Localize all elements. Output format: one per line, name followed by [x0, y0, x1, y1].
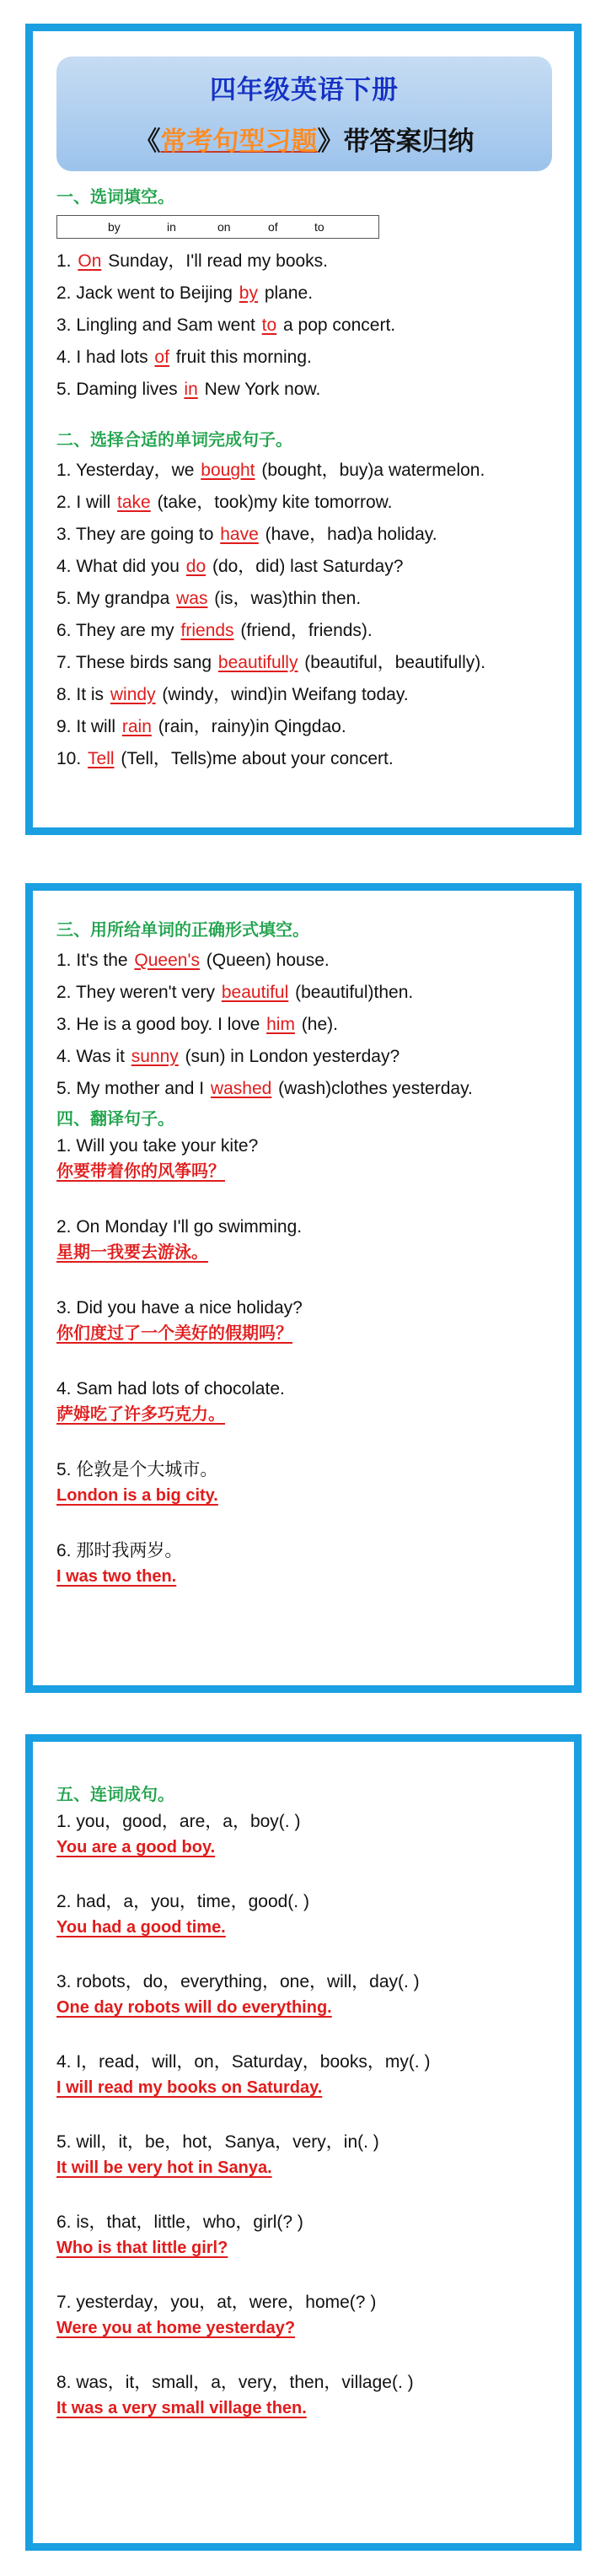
question-number: 5.	[56, 380, 77, 399]
question-number: 1.	[56, 951, 77, 970]
question-text: 4. I，read，will，on，Saturday，books，my(. )	[56, 2052, 431, 2072]
question-number: 7.	[56, 653, 76, 672]
question-text-before: My grandpa	[76, 589, 175, 608]
question-text-after: (Tell，Tells)me about your concert.	[115, 749, 394, 768]
card-1	[25, 24, 582, 835]
answer-text: windy	[110, 685, 156, 704]
question-text: 6. 那时我两岁。	[56, 1541, 183, 1560]
question-text-before: They are my	[75, 621, 180, 640]
section-4	[56, 1105, 571, 1619]
section-1	[56, 183, 571, 406]
word-bank	[56, 215, 379, 239]
word-bank-item: by	[108, 220, 121, 234]
qa-item	[56, 1889, 571, 1970]
question-number: 4.	[56, 348, 77, 367]
answer-text: 你要带着你的风筝吗？	[56, 1162, 225, 1181]
question-text-before: I had lots	[76, 348, 153, 367]
question-line	[56, 945, 571, 977]
question-text-after: (wash)clothes yesterday.	[273, 1079, 473, 1098]
question-text-after: (do，did) last Saturday?	[207, 557, 404, 576]
question-line	[56, 245, 571, 278]
question-text-before: They weren't very	[75, 983, 220, 1002]
word-bank-item: of	[268, 220, 278, 234]
answer-text: take	[117, 493, 151, 512]
question-text-before: They are going to	[75, 525, 219, 544]
question-text-after: (he).	[296, 1015, 338, 1034]
question-line	[56, 1041, 571, 1073]
section-3-title: 三、用所给单词的正确形式填空。	[56, 921, 309, 940]
question-text-before: I will	[76, 493, 116, 512]
answer-text: of	[154, 348, 169, 367]
question-text: 6. is，that，little，who，girl(? )	[56, 2212, 303, 2232]
subtitle-highlight: 常考句型习题	[160, 127, 318, 156]
answer-text: bought	[201, 461, 255, 480]
answer-text: London is a big city.	[56, 1486, 218, 1505]
question-line	[56, 278, 571, 310]
question-text-before: It's the	[76, 951, 133, 970]
page-title: 四年级英语下册	[210, 75, 399, 105]
question-text-after: (beautiful，beautifully).	[299, 653, 486, 672]
question-number: 3.	[56, 315, 77, 335]
question-text-before: What did you	[76, 557, 185, 576]
answer-text: You are a good boy.	[56, 1838, 216, 1857]
question-number: 1.	[56, 251, 77, 271]
section-5-list	[56, 1809, 571, 2450]
question-text: 7. yesterday，you，at，were，home(? )	[56, 2293, 377, 2312]
answer-text: 你们度过了一个美好的假期吗？	[56, 1324, 292, 1343]
qa-item	[56, 1377, 571, 1458]
section-2	[56, 426, 571, 775]
section-4-list	[56, 1134, 571, 1619]
question-text-after: (rain，rainy)in Qingdao.	[153, 717, 346, 736]
question-line	[56, 711, 571, 743]
question-number: 4.	[56, 557, 77, 576]
question-number: 5.	[56, 1079, 77, 1098]
question-text: 4. Sam had lots of chocolate.	[56, 1379, 285, 1398]
answer-text: Queen's	[134, 951, 200, 970]
question-text-before: Daming lives	[76, 380, 183, 399]
question-line	[56, 583, 571, 615]
qa-item	[56, 2290, 571, 2370]
answer-text: You had a good time.	[56, 1918, 226, 1937]
question-text: 2. had，a，you，time，good(. )	[56, 1892, 309, 1911]
answer-text: to	[261, 315, 277, 335]
section-5	[56, 1781, 571, 2450]
question-text: 5. 伦敦是个大城市。	[56, 1460, 218, 1479]
qa-item	[56, 1215, 571, 1296]
question-text-before: My mother and I	[76, 1079, 209, 1098]
question-line	[56, 310, 571, 342]
answer-text: It was a very small village then.	[56, 2399, 307, 2417]
question-text: 8. was，it，small，a，very，then，village(. )	[56, 2373, 414, 2392]
card-2	[25, 883, 582, 1693]
question-line	[56, 1009, 571, 1041]
answer-text: sunny	[131, 1047, 179, 1066]
answer-text: him	[266, 1015, 295, 1034]
answer-text: by	[239, 283, 258, 303]
answer-text: Who is that little girl?	[56, 2239, 228, 2257]
page-subtitle: 《常考句型习题》带答案归纳	[134, 127, 475, 156]
question-line	[56, 487, 571, 519]
qa-item	[56, 2370, 571, 2450]
answer-text: On	[78, 251, 102, 271]
qa-item	[56, 2130, 571, 2210]
qa-item	[56, 1134, 571, 1215]
question-text-after: (windy，wind)in Weifang today.	[157, 685, 409, 704]
question-text-before: It is	[76, 685, 109, 704]
section-3	[56, 916, 571, 1105]
question-text-after: (friend，friends).	[235, 621, 373, 640]
qa-item	[56, 1539, 571, 1619]
question-number: 1.	[56, 461, 76, 480]
question-line	[56, 679, 571, 711]
question-line	[56, 615, 571, 647]
qa-item	[56, 1809, 571, 1889]
qa-item	[56, 1296, 571, 1377]
question-text: 1. you，good，are，a，boy(. )	[56, 1812, 301, 1831]
title-banner	[56, 57, 552, 171]
question-line	[56, 647, 571, 679]
question-line	[56, 519, 571, 551]
answer-text: It will be very hot in Sanya.	[56, 2158, 272, 2177]
answer-text: was	[176, 589, 208, 608]
question-text-after: plane.	[259, 283, 314, 303]
question-text-after: Sunday，I'll read my books.	[103, 251, 329, 271]
question-number: 3.	[56, 525, 76, 544]
word-bank-item: to	[314, 220, 324, 234]
answer-text: 萨姆吃了许多巧克力。	[56, 1405, 225, 1424]
qa-item	[56, 1458, 571, 1539]
question-line	[56, 455, 571, 487]
answer-text: in	[184, 380, 198, 399]
qa-item	[56, 2210, 571, 2290]
question-number: 2.	[56, 493, 77, 512]
answer-text: washed	[210, 1079, 272, 1098]
question-text-after: (have，had)a holiday.	[260, 525, 437, 544]
question-text-after: (take，took)my kite tomorrow.	[152, 493, 393, 512]
answer-text: do	[185, 557, 206, 576]
qa-item	[56, 1970, 571, 2050]
question-text-after: (bought，buy)a watermelon.	[256, 461, 485, 480]
question-text: 5. will，it，be，hot，Sanya，very，in(. )	[56, 2132, 379, 2152]
question-text-before: Yesterday，we	[75, 461, 200, 480]
word-bank-item: in	[167, 220, 176, 234]
question-text-before: He is a good boy. I love	[76, 1015, 265, 1034]
question-line	[56, 743, 571, 775]
question-text-before: Jack went to Beijing	[76, 283, 238, 303]
section-5-title: 五、连词成句。	[56, 1786, 174, 1804]
question-number: 2.	[56, 283, 77, 303]
question-line	[56, 374, 571, 406]
answer-text: rain	[121, 717, 152, 736]
section-3-list	[56, 945, 571, 1105]
question-number: 4.	[56, 1047, 77, 1066]
question-number: 3.	[56, 1015, 77, 1034]
question-number: 10.	[56, 749, 87, 768]
question-text-after: New York now.	[199, 380, 321, 399]
answer-text: friends	[180, 621, 234, 640]
question-text-after: (is，was)thin then.	[209, 589, 362, 608]
section-1-title: 一、选词填空。	[56, 188, 174, 207]
question-text: 2. On Monday I'll go swimming.	[56, 1217, 303, 1237]
answer-text: One day robots will do everything.	[56, 1998, 332, 2017]
question-line	[56, 551, 571, 583]
answer-text: Were you at home yesterday?	[56, 2319, 296, 2337]
question-number: 6.	[56, 621, 76, 640]
question-text-after: a pop concert.	[278, 315, 396, 335]
section-1-list	[56, 245, 571, 406]
question-line	[56, 1073, 571, 1105]
question-text-after: (sun) in London yesterday?	[180, 1047, 400, 1066]
question-text-before: It will	[76, 717, 121, 736]
answer-text: beautiful	[221, 983, 289, 1002]
card-3	[25, 1734, 582, 2551]
question-number: 8.	[56, 685, 77, 704]
word-bank-item: on	[217, 220, 231, 234]
answer-text: Tell	[88, 749, 115, 768]
question-number: 9.	[56, 717, 77, 736]
question-text-before: Lingling and Sam went	[76, 315, 260, 335]
question-text: 3. Did you have a nice holiday?	[56, 1298, 303, 1318]
question-number: 2.	[56, 983, 76, 1002]
question-text-before: Was it	[76, 1047, 130, 1066]
question-text-before: These birds sang	[75, 653, 217, 672]
section-4-title: 四、翻译句子。	[56, 1110, 174, 1129]
question-text-after: (Queen) house.	[201, 951, 330, 970]
section-2-list	[56, 455, 571, 775]
section-2-title: 二、选择合适的单词完成句子。	[56, 431, 292, 450]
answer-text: 星期一我要去游泳。	[56, 1243, 208, 1262]
question-text-after: (beautiful)then.	[290, 983, 414, 1002]
qa-item	[56, 2050, 571, 2130]
question-line	[56, 342, 571, 374]
question-number: 5.	[56, 589, 77, 608]
answer-text: beautifully	[217, 653, 298, 672]
question-line	[56, 977, 571, 1009]
answer-text: have	[220, 525, 259, 544]
question-text: 1. Will you take your kite?	[56, 1136, 259, 1156]
question-text-after: fruit this morning.	[170, 348, 312, 367]
answer-text: I will read my books on Saturday.	[56, 2078, 323, 2097]
answer-text: I was two then.	[56, 1567, 177, 1586]
question-text: 3. robots，do，everything，one，will，day(. )	[56, 1972, 420, 1991]
